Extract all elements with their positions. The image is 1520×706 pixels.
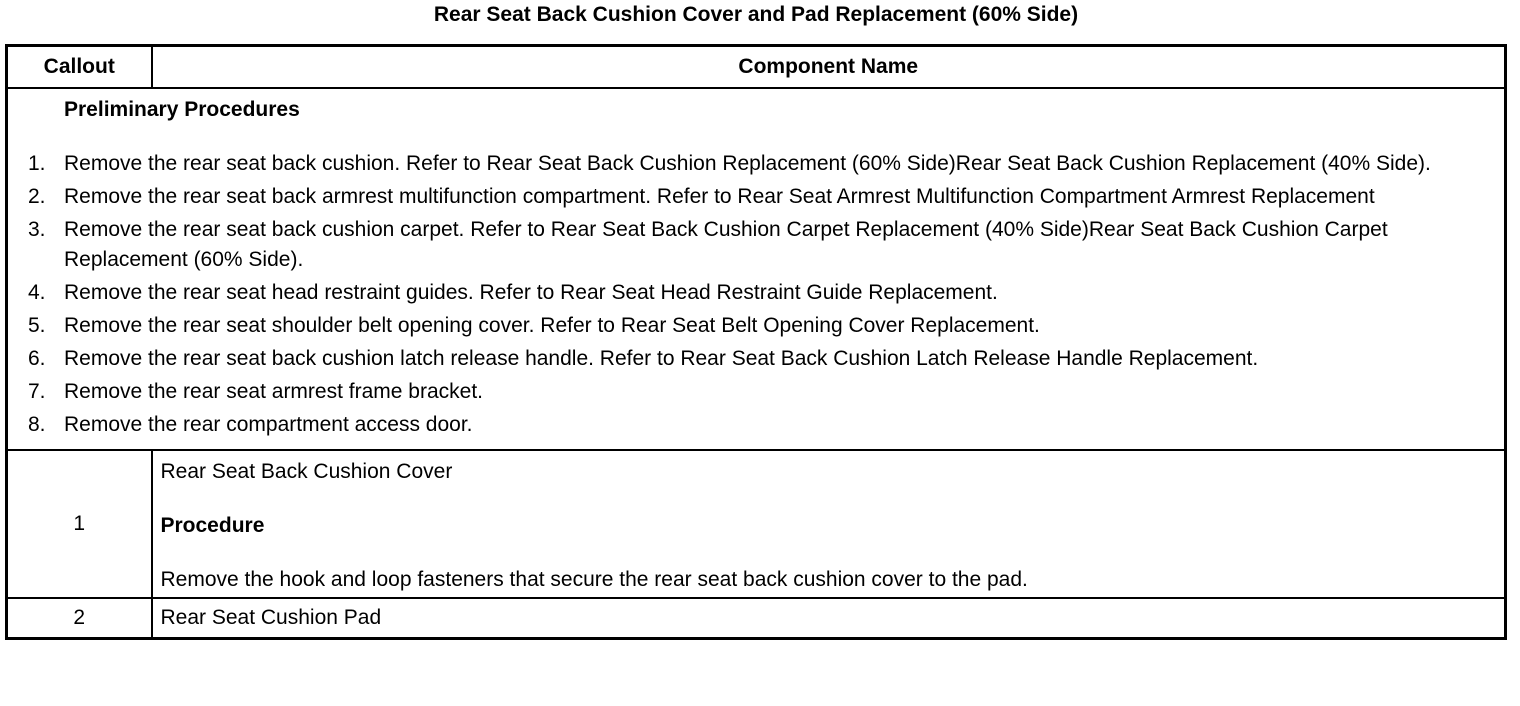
step-text: Remove the rear seat shoulder belt opening cover. Refer to Rear Seat Belt Opening Cover Replacement. [64, 314, 1040, 337]
step-text: Remove the rear seat back cushion. Refer to Rear Seat Back Cushion Replacement (60% Side)Rear Seat Back Cushion Replacement (40% Side). [64, 152, 1431, 175]
component-cell [152, 598, 1506, 639]
callout-cell: 1 [7, 450, 152, 598]
list-item [8, 149, 1504, 179]
step-text: Remove the rear seat back armrest multifunction compartment. Refer to Rear Seat Armrest Multifunction Compartment Armrest Replacement [64, 185, 1375, 208]
list-item [8, 344, 1504, 374]
preliminary-row [7, 88, 1506, 450]
step-text: Remove the rear seat armrest frame bracket. [64, 380, 483, 403]
step-number: 2. [28, 185, 46, 208]
list-item [8, 377, 1504, 407]
step-number: 5. [28, 314, 46, 337]
table-header-row [7, 46, 1506, 89]
document-title: Rear Seat Back Cushion Cover and Pad Replacement (60% Side) [433, 3, 1079, 26]
component-name-header: Component Name [152, 46, 1506, 89]
preliminary-cell [7, 88, 1506, 450]
preliminary-heading: Preliminary Procedures [64, 98, 300, 121]
callout-cell: 2 [7, 598, 152, 639]
step-number: 8. [28, 413, 46, 436]
step-text: Remove the rear seat back cushion carpet. Refer to Rear Seat Back Cushion Carpet Replacement (40% Side)Rear Seat Back Cushion Carpet Replacement (60% Side). [64, 218, 1388, 271]
list-item [8, 278, 1504, 308]
step-number: 1. [28, 152, 46, 175]
step-number: 3. [28, 218, 46, 241]
list-item [8, 182, 1504, 212]
list-item [8, 311, 1504, 341]
step-text: Remove the rear seat back cushion latch release handle. Refer to Rear Seat Back Cushion Latch Release Handle Replacement. [64, 347, 1259, 370]
component-name: Rear Seat Back Cushion Cover [160, 460, 453, 483]
step-text: Remove the rear seat head restraint guides. Refer to Rear Seat Head Restraint Guide Replacement. [64, 281, 998, 304]
table-row [7, 598, 1506, 639]
component-name: Rear Seat Cushion Pad [160, 606, 382, 629]
component-cell [152, 450, 1506, 598]
preliminary-steps-list [8, 149, 1504, 440]
step-number: 4. [28, 281, 46, 304]
procedure-label: Procedure [160, 514, 265, 537]
step-text: Remove the rear compartment access door. [64, 413, 473, 436]
table-row [7, 450, 1506, 598]
callout-header: Callout [7, 46, 152, 89]
list-item [8, 215, 1504, 275]
list-item [8, 410, 1504, 440]
step-number: 6. [28, 347, 46, 370]
procedure-text: Remove the hook and loop fasteners that secure the rear seat back cushion cover to the pad. [160, 568, 1028, 591]
procedure-table [5, 44, 1507, 640]
step-number: 7. [28, 380, 46, 403]
